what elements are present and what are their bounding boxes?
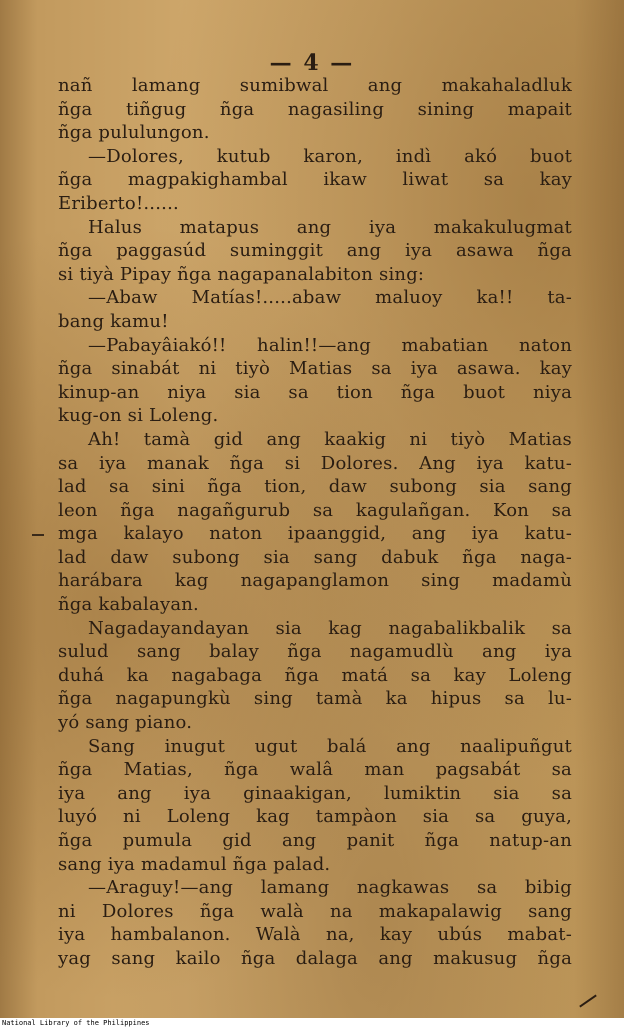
text-line: ñga paggasúd suminggit ang iya asawa ñga (58, 240, 572, 262)
text-line: luyó ni Loleng kag tampàon sia sa guya, (58, 806, 572, 828)
text-line: —Pabayâiakó!! halin!!—ang mabatian naton (88, 334, 572, 356)
text-line: ñga Matias, ñga walâ man pagsabát sa (58, 759, 572, 781)
text-line: bang kamu! (58, 310, 169, 332)
text-line: mga kalayo naton ipaanggid, ang iya katu- (58, 523, 572, 545)
text-line: leon ñga nagañgurub sa kagulañgan. Kon sa (58, 499, 572, 521)
text-line: si tiyà Pipay ñga nagapanalabiton sing: (58, 263, 425, 285)
text-line: Sang inugut ugut balá ang naalipuñgut (88, 735, 572, 757)
text-line: lad sa sini ñga tion, daw subong sia sang (58, 476, 572, 498)
text-line: ñga tiñgug ñga nagasiling sining mapait (58, 98, 572, 120)
text-line: nañ lamang sumibwal ang makahaladluk (58, 75, 572, 96)
text-line: kug-on si Loleng. (58, 405, 219, 427)
text-line: duhá ka nagabaga ñga matá sa kay Loleng (58, 664, 572, 686)
body-text (58, 74, 572, 971)
text-line: harábara kag nagapanglamon sing madamù (58, 570, 572, 592)
text-line: ñga sinabát ni tiyò Matias sa iya asawa. kay (58, 358, 572, 380)
text-line: ñga pululungon. (58, 122, 210, 144)
text-line: yag sang kailo ñga dalaga ang makusug ñga (58, 947, 572, 969)
text-line: sa iya manak ñga si Dolores. Ang iya katu- (58, 452, 572, 474)
text-line: sulud sang balay ñga nagamudlù ang iya (58, 641, 572, 663)
library-credit: National Library of the Philippines (2, 1019, 150, 1027)
page-number: — 4 — (269, 50, 355, 76)
text-line: ñga pumula gid ang panit ñga natup-an (58, 830, 572, 851)
text-line: yó sang piano. (58, 712, 193, 734)
text-line: Eriberto!...... (58, 192, 179, 214)
text-line: ni Dolores ñga walà na makapalawig sang (58, 900, 572, 922)
text-line: ñga kabalayan. (58, 594, 199, 616)
text-line: Nagadayandayan sia kag nagabalikbalik sa (88, 617, 572, 639)
text-line: lad daw subong sia sang dabuk ñga naga- (58, 546, 572, 568)
text-line: —Abaw Matías!.....abaw maluoy ka!! ta- (88, 287, 572, 309)
text-line: iya ang iya ginaakigan, lumiktin sia sa (58, 782, 572, 804)
text-line: Ah! tamà gid ang kaakig ni tiyò Matias (88, 428, 572, 450)
margin-mark (32, 534, 44, 536)
text-line: ñga nagapungkù sing tamà ka hipus sa lu- (58, 688, 572, 710)
text-line: ñga magpakighambal ikaw liwat sa kay (58, 169, 572, 191)
text-line: —Dolores, kutub karon, indì akó buot (88, 145, 572, 167)
text-line: iya hambalanon. Walà na, kay ubús mabat- (58, 924, 572, 946)
text-line: sang iya madamul ñga palad. (58, 853, 331, 875)
pen-stroke-mark (579, 994, 597, 1007)
text-line: kinup-an niya sia sa tion ñga buot niya (58, 381, 572, 403)
text-line: —Araguy!—ang lamang nagkawas sa bibig (88, 877, 572, 899)
text-line: Halus matapus ang iya makakulugmat (88, 216, 572, 238)
